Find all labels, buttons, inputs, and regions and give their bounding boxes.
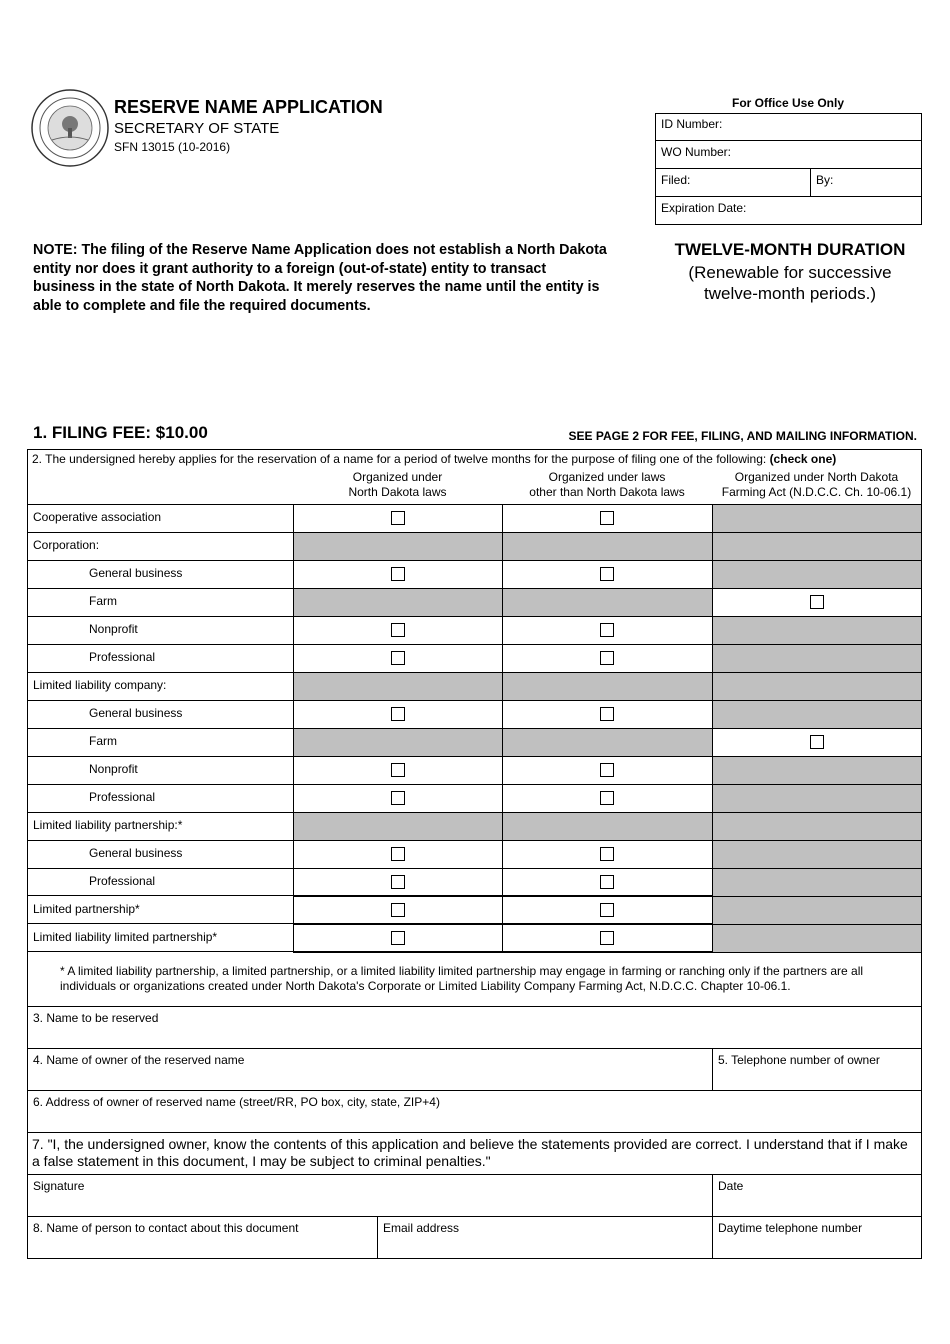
see-page-2-note: SEE PAGE 2 FOR FEE, FILING, AND MAILING INFORMATION. [568,429,917,443]
checkbox-cell [502,644,713,673]
checkbox[interactable] [391,763,405,777]
disabled-cell [293,532,503,561]
checkbox-cell [293,504,503,533]
row-label: Professional [89,790,156,804]
disabled-cell [293,728,503,757]
agency-name: SECRETARY OF STATE [114,120,280,137]
row-label: Corporation: [33,538,100,552]
disabled-cell [293,588,503,617]
checkbox-cell [502,616,713,645]
checkbox[interactable] [600,707,614,721]
checkbox-cell [502,868,713,897]
checkbox[interactable] [810,735,824,749]
date-field[interactable]: Date [718,1179,744,1193]
row-label: Limited liability limited partnership* [33,930,218,944]
disabled-cell [712,868,922,897]
checkbox-cell [502,560,713,589]
checkbox-cell [293,700,503,729]
signature-field[interactable]: Signature [33,1179,85,1193]
column-header-line: North Dakota laws [348,485,447,499]
checkbox[interactable] [600,791,614,805]
wo-number-field: WO Number: [661,145,732,159]
disabled-cell [502,672,713,701]
checkbox[interactable] [391,567,405,581]
state-seal-logo [30,88,110,168]
checkbox[interactable] [391,931,405,945]
disabled-cell [712,644,922,673]
checkbox[interactable] [600,847,614,861]
checkbox-cell [502,924,713,953]
footnote: * A limited liability partnership, a limited partnership, or a limited liability limited partnership may engage in farming or ranching only if the partners are all individuals or organizations created under North Dakota's Corporate or Limited Liability Company Farming Act, N.D.C.C. Chapter 10-06.1. [60,964,864,993]
checkbox-cell [293,924,503,953]
checkbox-cell [293,616,503,645]
checkbox-cell [502,784,713,813]
checkbox[interactable] [391,651,405,665]
form-number: SFN 13015 (10-2016) [114,140,231,154]
email-field[interactable]: Email address [383,1221,460,1235]
checkbox-cell [502,896,713,925]
row-label: Farm [89,594,117,608]
duration-line1: (Renewable for successive [688,263,892,282]
disabled-cell [712,756,922,785]
disabled-cell [502,812,713,841]
disabled-cell [502,588,713,617]
column-header-line: Organized under laws [548,470,666,484]
column-header-1 [293,470,502,500]
checkbox-cell [502,840,713,869]
checkbox-cell [293,840,503,869]
checkbox-cell [712,588,922,617]
row-label: Limited liability company: [33,678,167,692]
owner-address-field[interactable]: 6. Address of owner of reserved name (street/RR, PO box, city, state, ZIP+4) [33,1095,440,1109]
checkbox[interactable] [810,595,824,609]
disabled-cell [502,532,713,561]
checkbox-cell [293,868,503,897]
disabled-cell [712,504,922,533]
checkbox-cell [293,784,503,813]
checkbox[interactable] [391,707,405,721]
column-header-3 [712,470,921,500]
checkbox[interactable] [391,791,405,805]
disabled-cell [502,728,713,757]
row-label: General business [89,706,183,720]
disabled-cell [712,924,922,953]
row-label: General business [89,846,183,860]
disabled-cell [712,616,922,645]
filed-field: Filed: [661,173,691,187]
checkbox[interactable] [391,903,405,917]
checkbox[interactable] [600,903,614,917]
column-header-line: other than North Dakota laws [529,485,685,499]
row-label: General business [89,566,183,580]
checkbox[interactable] [600,623,614,637]
section2-intro: 2. The undersigned hereby applies for the reservation of a name for a period of twelve months for the purpose of filing one of the following: (check one) [32,452,837,466]
filing-fee: 1. FILING FEE: $10.00 [33,423,208,442]
disabled-cell [712,700,922,729]
form-table [27,449,922,1259]
checkbox-cell [293,560,503,589]
duration-title: TWELVE-MONTH DURATION [674,240,906,259]
row-label: Limited partnership* [33,902,140,916]
checkbox[interactable] [600,763,614,777]
row-label: Nonprofit [89,622,138,636]
checkbox[interactable] [391,847,405,861]
checkbox[interactable] [600,567,614,581]
owner-phone-field[interactable]: 5. Telephone number of owner [718,1053,880,1067]
checkbox-cell [502,700,713,729]
disabled-cell [712,560,922,589]
disabled-cell [293,672,503,701]
checkbox[interactable] [391,875,405,889]
row-label: Farm [89,734,117,748]
office-use-title: For Office Use Only [731,96,845,110]
duration-block [655,240,925,304]
name-to-be-reserved-field[interactable]: 3. Name to be reserved [33,1011,159,1025]
by-field: By: [816,173,834,187]
checkbox-cell [293,896,503,925]
note-text: NOTE: The filing of the Reserve Name Application does not establish a North Dakota entity nor does it grant authority to a foreign (out-of-state) entity to transact business in the state of North Dakota. It merely reserves the name until the entity is able to complete and file the required documents. [33,242,607,314]
row-label: Professional [89,650,156,664]
column-header-line: Organized under North Dakota [734,470,899,484]
owner-name-field[interactable]: 4. Name of owner of the reserved name [33,1053,245,1067]
checkbox[interactable] [600,511,614,525]
checkbox-cell [293,644,503,673]
row-label: Limited liability partnership:* [33,818,183,832]
column-header-line: Organized under [352,470,443,484]
daytime-phone-field[interactable]: Daytime telephone number [718,1221,863,1235]
row-label: Cooperative association [33,510,162,524]
disabled-cell [712,896,922,925]
row-label: Nonprofit [89,762,138,776]
disabled-cell [712,784,922,813]
checkbox[interactable] [600,875,614,889]
disabled-cell [712,672,922,701]
checkbox-cell [712,728,922,757]
statement-text: 7. "I, the undersigned owner, know the contents of this application and believe the statements provided are correct. I understand that if I make a false statement in this document, I may be subject to criminal penalties." [32,1136,908,1169]
disabled-cell [712,812,922,841]
id-number-field: ID Number: [661,117,723,131]
checkbox[interactable] [391,511,405,525]
form-title: RESERVE NAME APPLICATION [114,97,383,117]
checkbox[interactable] [391,623,405,637]
disabled-cell [712,840,922,869]
office-use-box [655,113,922,225]
duration-line2: twelve-month periods.) [704,284,876,303]
column-header-line: Farming Act (N.D.C.C. Ch. 10-06.1) [721,485,912,499]
checkbox[interactable] [600,931,614,945]
checkbox-cell [502,756,713,785]
expiration-date-field: Expiration Date: [661,201,747,215]
row-label: Professional [89,874,156,888]
checkbox-cell [293,756,503,785]
checkbox-cell [502,504,713,533]
disabled-cell [712,532,922,561]
column-header-2 [502,470,712,500]
checkbox[interactable] [600,651,614,665]
contact-name-field[interactable]: 8. Name of person to contact about this document [33,1221,299,1235]
disabled-cell [293,812,503,841]
